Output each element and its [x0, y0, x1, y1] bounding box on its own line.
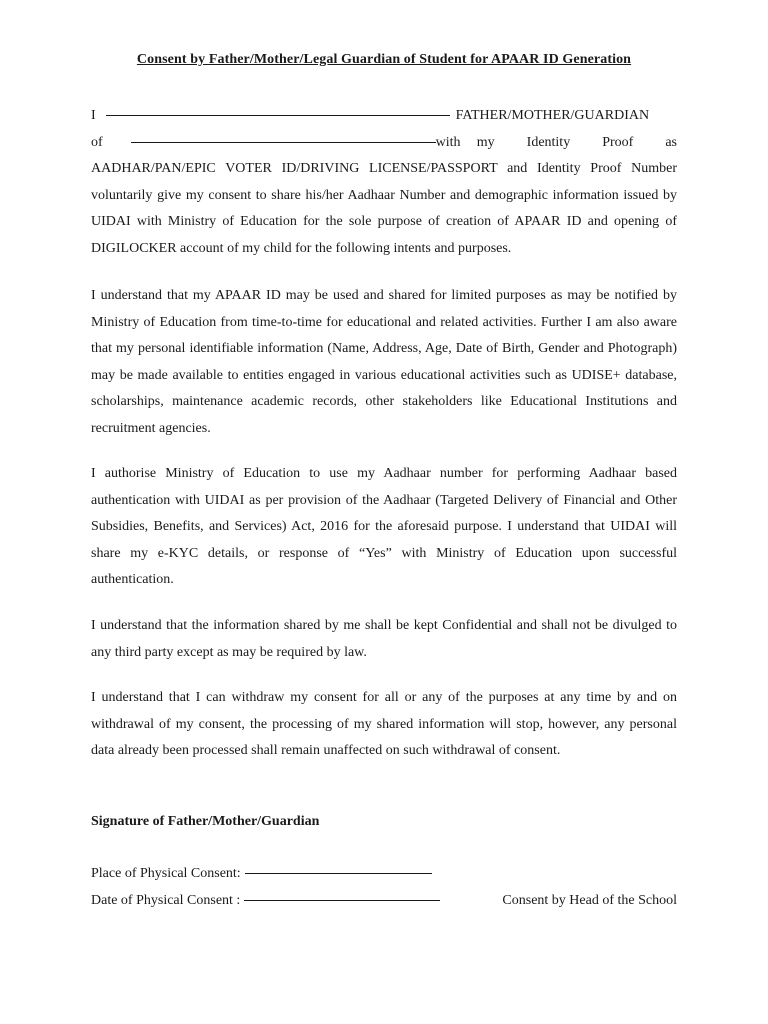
intro-my-label: my: [476, 134, 495, 150]
intro-proof-label: Proof: [602, 134, 634, 150]
intro-i-label: I: [91, 108, 96, 123]
role-label: FATHER/MOTHER/GUARDIAN: [455, 108, 650, 123]
student-name-blank[interactable]: [131, 142, 436, 143]
intro-line-name: [91, 103, 677, 130]
paragraph-withdrawal: I understand that I can withdraw my consent for all or any of the purposes at any time by and on withdrawal of my consent, the processing of my shared information will stop, however, any personal data already been processed shall remain unaffected on such withdrawal of consent.: [91, 690, 677, 758]
date-row: [91, 893, 677, 909]
date-blank[interactable]: [244, 900, 440, 901]
signature-label: Signature of Father/Mother/Guardian: [91, 814, 320, 829]
intro-paragraph: [91, 103, 677, 262]
guardian-name-blank[interactable]: [106, 115, 450, 116]
form-title: Consent by Father/Mother/Legal Guardian of Student for APAAR ID Generation: [136, 52, 632, 67]
place-label: Place of Physical Consent:: [91, 866, 241, 881]
intro-rest-text: AADHAR/PAN/EPIC VOTER ID/DRIVING LICENSE/PASSPORT and Identity Proof Number voluntarily give my consent to share his/her Aadhaar Number and demographic information issued by UIDAI with Ministry of Education for the sole purpose of creation of APAAR ID and opening of DIGILOCKER account of my child for the following intents and purposes.: [91, 161, 677, 256]
paragraph-confidentiality: I understand that the information shared by me shall be kept Confidential and shall not be divulged to any third party except as may be required by law.: [91, 618, 677, 660]
intro-with-label: with: [435, 134, 461, 150]
intro-of-label: of: [91, 134, 103, 150]
intro-identity-label: Identity: [526, 134, 571, 150]
head-of-school-label: Consent by Head of the School: [502, 893, 677, 908]
date-label: Date of Physical Consent :: [91, 893, 241, 908]
intro-as-label: as: [665, 134, 677, 150]
paragraph-apaar-usage: I understand that my APAAR ID may be used and shared for limited purposes as may be notified by Ministry of Education from time-to-time for educational and related activities. Further I am also aware that my personal identifiable information (Name, Address, Age, Date of Birth, Gender and Photograph) may be made available to entities engaged in various educational activities such as UDISE+ database, scholarships, maintenance academic records, other stakeholders like Educational Institutions and recruitment agencies.: [91, 288, 677, 436]
place-blank[interactable]: [245, 873, 432, 874]
intro-line-of: [91, 130, 677, 157]
place-row: [91, 866, 677, 882]
paragraph-authorisation: I authorise Ministry of Education to use my Aadhaar number for performing Aadhaar based authentication with UIDAI as per provision of the Aadhaar (Targeted Delivery of Financial and Other Subsidies, Benefits, and Services) Act, 2016 for the aforesaid purpose. I understand that UIDAI will share my e-KYC details, or response of “Yes” with Ministry of Education upon successful authentication.: [91, 466, 677, 587]
